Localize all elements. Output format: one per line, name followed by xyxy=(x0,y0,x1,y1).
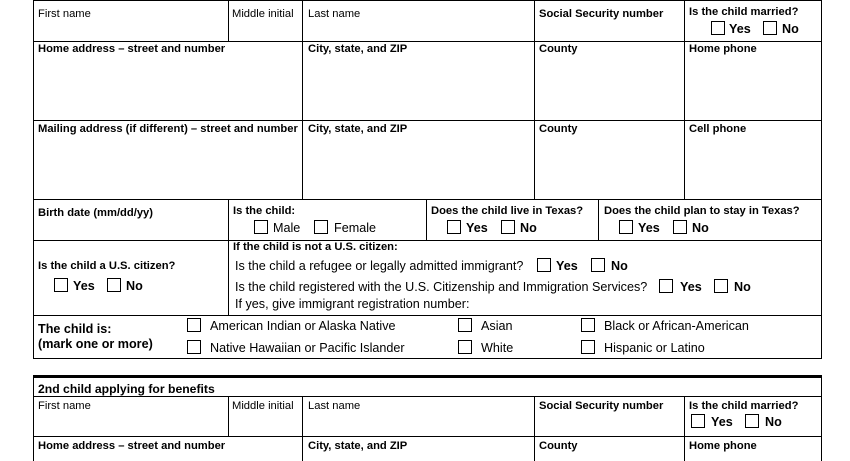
american-indian-checkbox[interactable] xyxy=(187,318,201,332)
ssn-label: Social Security number xyxy=(539,8,664,20)
section-rule-thick xyxy=(33,375,822,378)
married-yes-checkbox[interactable] xyxy=(711,21,725,35)
male-checkbox[interactable] xyxy=(254,220,268,234)
asian-checkbox[interactable] xyxy=(458,318,472,332)
mailing-address-field[interactable] xyxy=(34,121,302,199)
rule xyxy=(228,199,229,315)
county-label: County xyxy=(539,43,578,55)
child2-first-name-field[interactable] xyxy=(34,397,228,436)
last-name-label: Last name xyxy=(308,8,361,20)
race-label: The child is: xyxy=(38,322,112,336)
child2-home-phone-label: Home phone xyxy=(689,440,757,452)
child2-home-address-field[interactable] xyxy=(34,437,302,461)
child2-home-phone-field[interactable] xyxy=(685,437,821,461)
immigrant-registration-label: If yes, give immigrant registration number: xyxy=(235,297,470,311)
mailing-county-label: County xyxy=(539,123,578,135)
uscis-no-checkbox[interactable] xyxy=(714,279,728,293)
birth-date-label: Birth date (mm/dd/yy) xyxy=(38,207,153,219)
not-citizen-heading: If the child is not a U.S. citizen: xyxy=(233,241,398,253)
county-field[interactable] xyxy=(535,42,684,120)
child2-city-state-zip-field[interactable] xyxy=(303,437,534,461)
cell-phone-field[interactable] xyxy=(685,121,821,199)
stay-texas-no-label: No xyxy=(692,221,709,235)
live-texas-yes-checkbox[interactable] xyxy=(447,220,461,234)
live-texas-no-label: No xyxy=(520,221,537,235)
child2-county-field[interactable] xyxy=(535,437,684,461)
child2-last-name-field[interactable] xyxy=(303,397,534,436)
child2-first-name-label: First name xyxy=(38,400,91,412)
married-no-checkbox[interactable] xyxy=(763,21,777,35)
hawaiian-label: Native Hawaiian or Pacific Islander xyxy=(210,341,405,355)
child2-middle-initial-label: Middle initial xyxy=(232,400,294,412)
us-citizen-no-checkbox[interactable] xyxy=(107,278,121,292)
first-name-field[interactable] xyxy=(34,1,228,41)
uscis-question: Is the child registered with the U.S. Citizenship and Immigration Services? xyxy=(235,280,648,294)
stay-texas-no-checkbox[interactable] xyxy=(673,220,687,234)
mailing-city-state-zip-label: City, state, and ZIP xyxy=(308,123,408,135)
child2-last-name-label: Last name xyxy=(308,400,361,412)
asian-label: Asian xyxy=(481,319,513,333)
child2-home-address-label: Home address – street and number xyxy=(38,440,226,452)
child2-married-yes-label: Yes xyxy=(711,415,733,429)
married-question: Is the child married? xyxy=(689,6,799,18)
rule xyxy=(33,199,822,200)
child2-married-yes-checkbox[interactable] xyxy=(691,414,705,428)
live-texas-yes-label: Yes xyxy=(466,221,488,235)
rule xyxy=(598,199,599,240)
male-label: Male xyxy=(273,221,301,235)
ssn-field[interactable] xyxy=(535,1,684,41)
is-the-child-label: Is the child: xyxy=(233,205,296,217)
child2-county-label: County xyxy=(539,440,578,452)
child2-married-no-checkbox[interactable] xyxy=(745,414,759,428)
black-checkbox[interactable] xyxy=(581,318,595,332)
black-label: Black or African-American xyxy=(604,319,749,333)
white-label: White xyxy=(481,341,514,355)
home-phone-label: Home phone xyxy=(689,43,757,55)
female-label: Female xyxy=(334,221,376,235)
mailing-county-field[interactable] xyxy=(535,121,684,199)
mailing-address-label: Mailing address (if different) – street and number xyxy=(38,123,298,135)
white-checkbox[interactable] xyxy=(458,340,472,354)
child2-middle-initial-field[interactable] xyxy=(229,397,302,436)
stay-texas-yes-label: Yes xyxy=(638,221,660,235)
rule xyxy=(821,378,822,461)
first-name-label: First name xyxy=(38,8,91,20)
female-checkbox[interactable] xyxy=(314,220,328,234)
rule xyxy=(33,358,822,359)
mailing-city-state-zip-field[interactable] xyxy=(303,121,534,199)
rule xyxy=(426,199,427,240)
child2-married-no-label: No xyxy=(765,415,782,429)
married-no-label: No xyxy=(782,22,799,36)
immigrant-registration-field[interactable] xyxy=(505,296,815,313)
last-name-field[interactable] xyxy=(303,1,534,41)
us-citizen-no-label: No xyxy=(126,279,143,293)
american-indian-label: American Indian or Alaska Native xyxy=(210,319,396,333)
live-texas-question: Does the child live in Texas? xyxy=(431,205,584,217)
hawaiian-checkbox[interactable] xyxy=(187,340,201,354)
cell-phone-label: Cell phone xyxy=(689,123,747,135)
stay-texas-yes-checkbox[interactable] xyxy=(619,220,633,234)
rule xyxy=(33,315,822,316)
city-state-zip-field[interactable] xyxy=(303,42,534,120)
us-citizen-question: Is the child a U.S. citizen? xyxy=(38,260,176,272)
child2-heading: 2nd child applying for benefits xyxy=(38,382,215,396)
child2-ssn-label: Social Security number xyxy=(539,400,664,412)
middle-initial-label: Middle initial xyxy=(232,8,294,20)
child2-city-state-zip-label: City, state, and ZIP xyxy=(308,440,408,452)
rule xyxy=(821,0,822,358)
hispanic-checkbox[interactable] xyxy=(581,340,595,354)
race-sublabel: (mark one or more) xyxy=(38,337,153,351)
live-texas-no-checkbox[interactable] xyxy=(501,220,515,234)
us-citizen-yes-checkbox[interactable] xyxy=(54,278,68,292)
child2-ssn-field[interactable] xyxy=(535,397,684,436)
uscis-no-label: No xyxy=(734,280,751,294)
child2-married-question: Is the child married? xyxy=(689,400,799,412)
home-address-label: Home address – street and number xyxy=(38,43,226,55)
home-address-field[interactable] xyxy=(34,42,302,120)
refugee-question: Is the child a refugee or legally admitted immigrant? xyxy=(235,259,524,273)
us-citizen-yes-label: Yes xyxy=(73,279,95,293)
refugee-yes-label: Yes xyxy=(556,259,578,273)
uscis-yes-checkbox[interactable] xyxy=(659,279,673,293)
married-yes-label: Yes xyxy=(729,22,751,36)
birth-date-field[interactable] xyxy=(34,221,228,240)
rule xyxy=(33,240,822,241)
uscis-yes-label: Yes xyxy=(680,280,702,294)
stay-texas-question: Does the child plan to stay in Texas? xyxy=(604,205,800,217)
city-state-zip-label: City, state, and ZIP xyxy=(308,43,408,55)
refugee-no-label: No xyxy=(611,259,628,273)
middle-initial-field[interactable] xyxy=(229,1,302,41)
refugee-no-checkbox[interactable] xyxy=(591,258,605,272)
refugee-yes-checkbox[interactable] xyxy=(537,258,551,272)
hispanic-label: Hispanic or Latino xyxy=(604,341,705,355)
home-phone-field[interactable] xyxy=(685,42,821,120)
